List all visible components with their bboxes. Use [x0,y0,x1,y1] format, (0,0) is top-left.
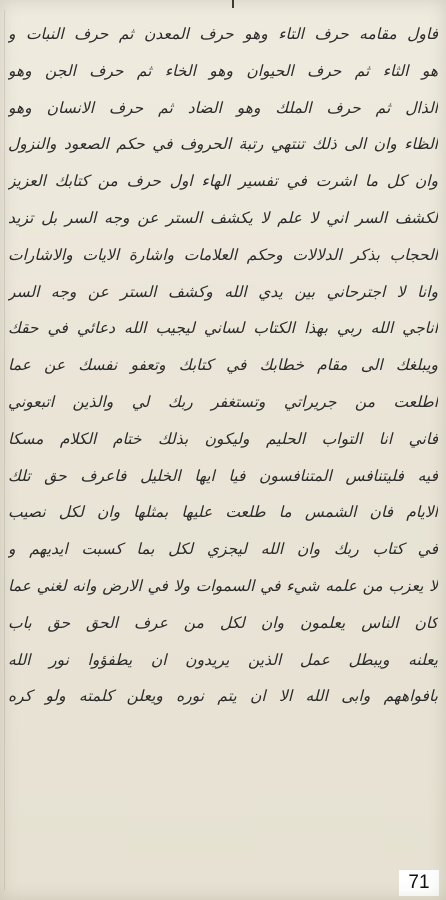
manuscript-line: فيه فليتنافس المتنافسون فيا ايها الخليل فاعرف حق تلك [8,466,438,485]
manuscript-line: وانا لا اجترحاني بين يدي الله وكشف الستر عن وجه السر [8,282,438,301]
manuscript-line: اناجي الله ربي بهذا الكتاب لساني ليجيب الله دعائي في حقك [8,319,438,338]
manuscript-text-block [8,16,438,715]
manuscript-line: بافواههم وابى الله الا ان يتم نوره ويعلن كلمته ولو كره [8,687,438,706]
folio-number: 71 [399,870,439,896]
manuscript-line: الحجاب بذكر الدلالات وحكم العلامات واشارة الايات والاشارات [8,245,438,264]
manuscript-line: فاول مقامه حرف التاء وهو حرف المعدن ثم حرف النبات و [8,25,438,43]
manuscript-line: الايام فان الشمس ما طلعت عليها بمثلها وان لكل نصيب [8,503,438,522]
manuscript-line: اطلعت من جريراتي وتستغفر ربك لي والذين اتبعوني [8,392,438,411]
manuscript-line: لكشف السر اني لا علم لا يكشف الستر عن وجه السر بل تزيد [8,208,438,227]
manuscript-line: كان الناس يعلمون وان لكل من عرف الحق حق باب [8,613,438,632]
manuscript-line: الظاء وان الى ذلك تنتهي رتبة الحروف في حكم الصعود والنزول [8,135,438,154]
manuscript-line: فاني انا التواب الحليم وليكون بذلك ختام الكلام مسكا [8,429,438,448]
manuscript-line: لا يعزب من علمه شيء في السموات ولا في الارض وانه لغني عما [8,576,438,595]
manuscript-line: الذال ثم حرف الملك وهو الضاد ثم حرف الانسان وهو [8,98,438,117]
manuscript-line: يعلنه ويبطل عمل الذين يريدون ان يطفؤوا نور الله [8,650,438,669]
manuscript-line: ويبلغك الى مقام خطابك في كتابك وتعفو نفسك عن عما [8,356,438,375]
manuscript-line: وان كل ما اشرت في تفسير الهاء اول حرف من كتابك العزيز [8,172,438,191]
manuscript-line: في كتاب ربك وان الله ليجزي لكل بما كسبت ايديهم و [8,540,438,559]
top-ink-mark [232,0,234,8]
manuscript-line: هو الثاء ثم حرف الحيوان وهو الخاء ثم حرف الجن وهو [8,61,438,80]
page-margin-rule [4,10,5,890]
